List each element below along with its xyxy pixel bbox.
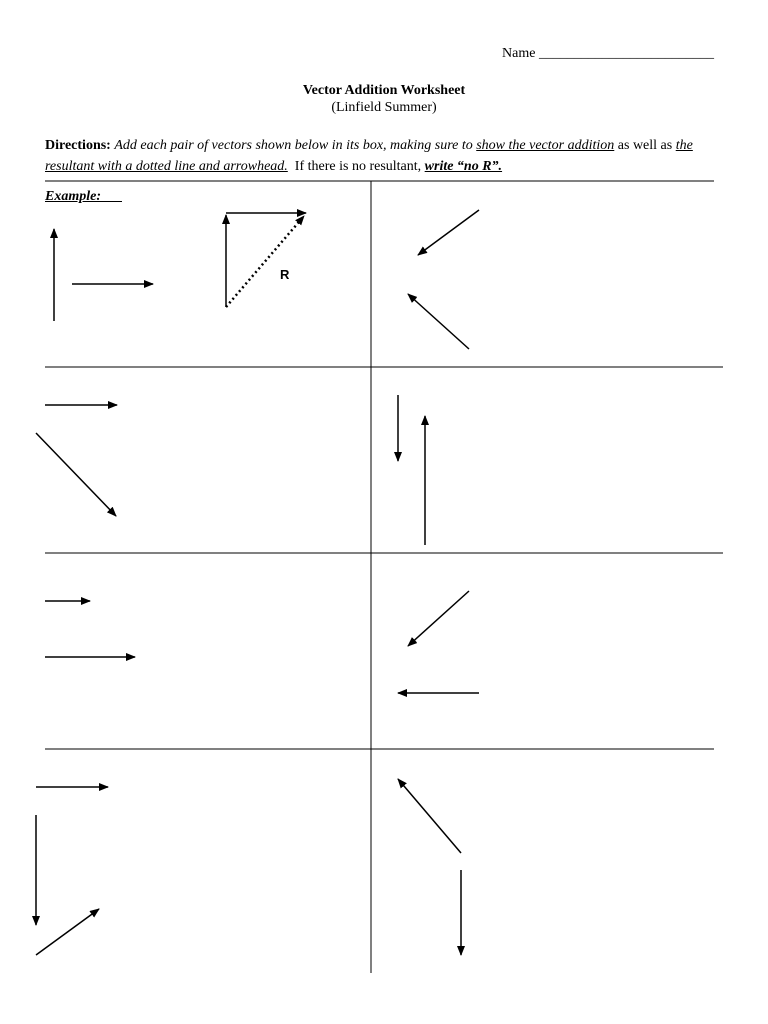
- directions-part6: write “no R”.: [424, 159, 503, 174]
- box3-vector-b: [36, 433, 116, 516]
- directions-part3: as well as: [617, 138, 673, 153]
- box8-vector-a: [398, 779, 461, 853]
- box7-vector-c: [36, 909, 99, 955]
- box2-vector-b: [408, 294, 469, 349]
- directions-part5: If there is no resultant,: [294, 159, 422, 174]
- worksheet-title: Vector Addition Worksheet: [302, 83, 466, 98]
- directions-part2: show the vector addition: [476, 138, 615, 153]
- box6-vector-a: [408, 591, 469, 646]
- name-label: Name: [502, 46, 536, 61]
- example-resultant-vector: [226, 216, 304, 307]
- directions-label: Directions:: [45, 138, 111, 153]
- resultant-label: R: [280, 267, 290, 282]
- example-label: Example:: [45, 189, 101, 204]
- name-blank[interactable]: _________________________: [538, 46, 714, 61]
- directions-part1: Add each pair of vectors shown below in its box, making sure to: [114, 138, 473, 153]
- box2-vector-a: [418, 210, 479, 255]
- worksheet-subtitle: (Linfield Summer): [331, 100, 437, 115]
- directions-part4: the resultant with a dotted line and arrowhead.: [45, 138, 693, 174]
